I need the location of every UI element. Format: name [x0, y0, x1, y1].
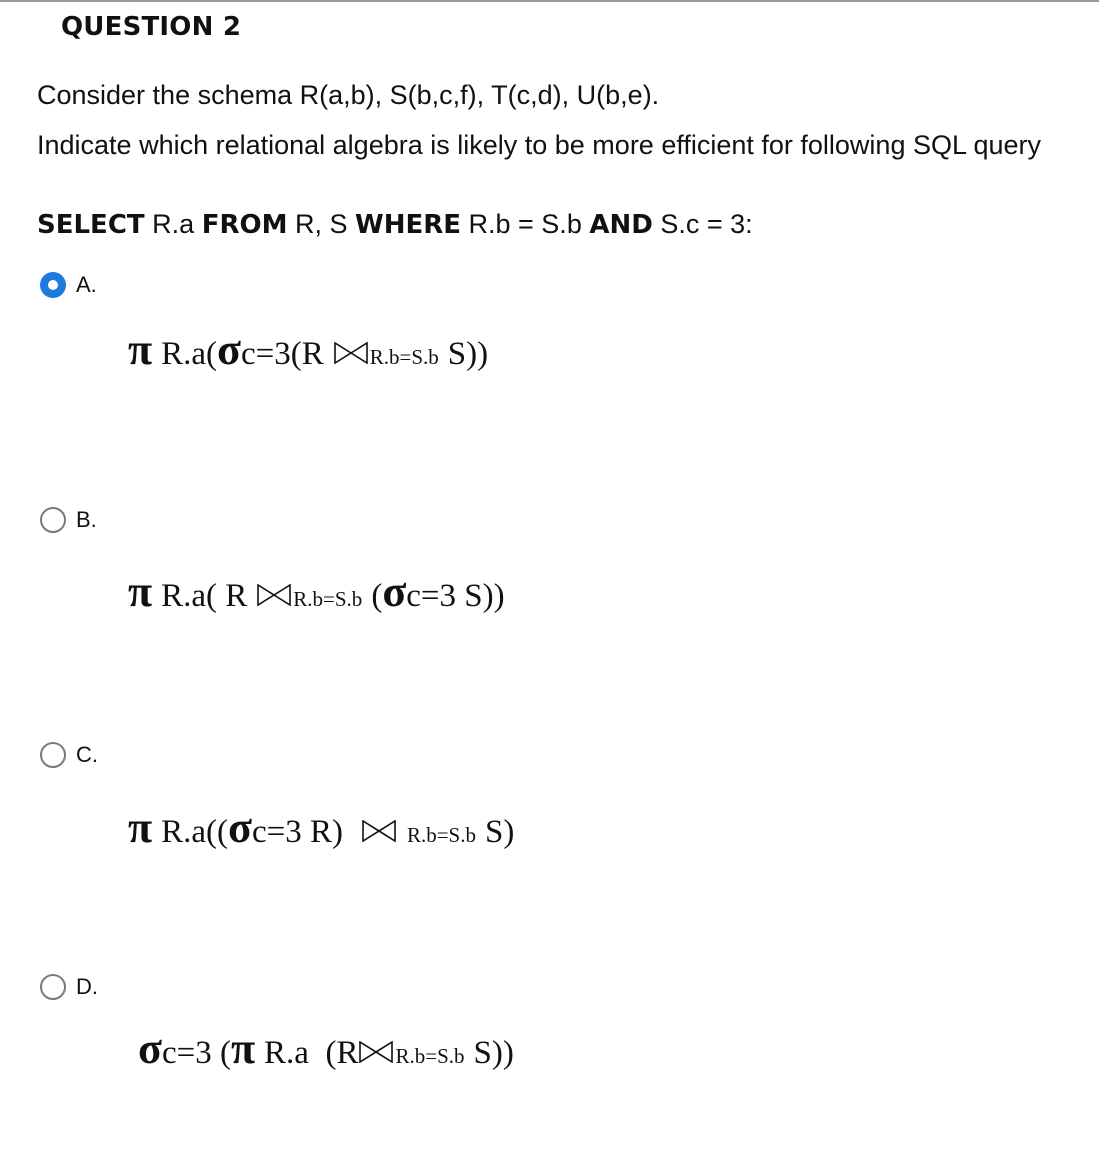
expr-text: c=3 ( [161, 1035, 231, 1071]
prompt-text: Indicate which relational algebra is likely to be more efficient for following SQL query [37, 130, 1042, 160]
sql-select-expr: R.a [152, 209, 195, 239]
option-c[interactable] [40, 739, 98, 771]
expr-text: ( [371, 578, 383, 614]
pi-symbol: π [128, 803, 153, 852]
radio-selected-dot [48, 280, 58, 290]
option-d-radio[interactable] [40, 974, 66, 1000]
option-a-label: A. [76, 272, 97, 297]
join-condition: R.b=S.b [406, 823, 476, 847]
option-c-label: C. [76, 742, 98, 767]
sql-keyword-and: AND [589, 210, 653, 240]
option-b-expression [128, 567, 505, 616]
expr-text: S)) [473, 1035, 514, 1071]
option-d-label: D. [76, 974, 98, 999]
pi-symbol: π [128, 567, 153, 616]
top-divider [0, 0, 1099, 2]
option-a[interactable] [40, 269, 97, 301]
question-title: QUESTION 2 [61, 12, 242, 42]
sql-where-expr: R.b = S.b [468, 209, 582, 239]
expr-text: S)) [447, 336, 489, 372]
option-a-radio[interactable] [40, 272, 66, 298]
option-b-label: B. [76, 507, 97, 532]
option-c-radio[interactable] [40, 742, 66, 768]
sql-keyword-where: WHERE [355, 210, 461, 240]
pi-symbol: π [128, 325, 153, 374]
natural-join-icon [334, 342, 368, 364]
sigma-symbol: σ [382, 567, 407, 616]
sigma-symbol: σ [138, 1024, 162, 1073]
natural-join-icon [359, 1041, 393, 1063]
expr-text: R.a(( [161, 814, 228, 850]
natural-join-icon [362, 820, 396, 842]
natural-join-icon [257, 584, 291, 606]
option-b-radio[interactable] [40, 507, 66, 533]
join-condition: R.b=S.b [395, 1044, 465, 1068]
option-a-expression [128, 325, 489, 374]
expr-text: R.a( R [161, 578, 248, 614]
option-c-expression [128, 803, 515, 852]
sigma-symbol: σ [217, 325, 241, 374]
expr-text: c=3 R) [251, 814, 343, 850]
expr-text: S) [484, 814, 515, 850]
expr-text: c=3 S)) [406, 578, 505, 614]
option-b[interactable] [40, 504, 97, 536]
sql-keyword-select: SELECT [37, 210, 145, 240]
expr-text: R.a( [161, 336, 218, 372]
pi-symbol: π [230, 1024, 256, 1073]
option-d[interactable] [40, 971, 98, 1003]
join-condition: R.b=S.b [293, 587, 363, 611]
sigma-symbol: σ [228, 803, 252, 852]
sql-from-expr: R, S [294, 209, 348, 239]
expr-text: R.a (R [264, 1035, 359, 1071]
schema-text: Consider the schema R(a,b), S(b,c,f), T(c,d), U(b,e). [37, 80, 660, 110]
join-condition: R.b=S.b [369, 345, 439, 369]
sql-query [37, 209, 753, 240]
option-d-expression [138, 1024, 514, 1073]
sql-and-expr: S.c = 3: [660, 209, 753, 239]
expr-text: c=3(R [240, 336, 324, 372]
sql-keyword-from: FROM [201, 210, 288, 240]
